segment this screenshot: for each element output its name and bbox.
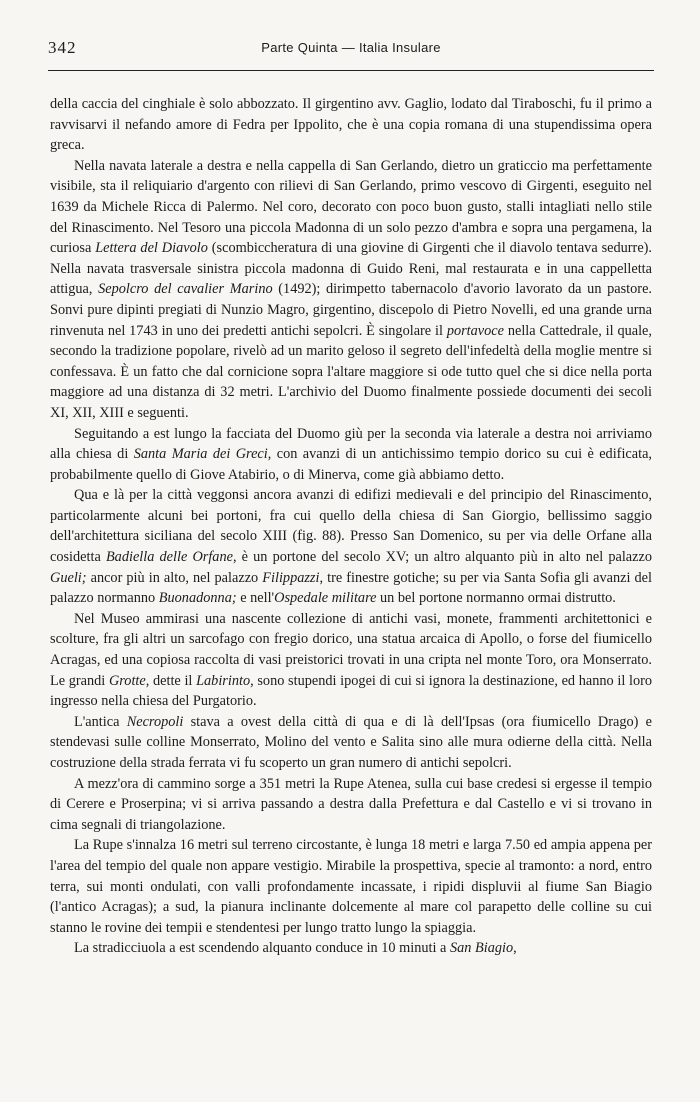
text-run: Qua e là per la città veggonsi ancora avanzi di edifizi medievali e del principio del Rinascimento, particolarmente alcuni bei portoni, fra cui quello della chiesa di San Giorgio, bellissimo saggio dell'architettura siciliana del secolo XIII (fig. 88). Presso San Domenico, su per via delle Orfane alla cosidetta — [50, 487, 652, 566]
italic-run: Gueli; — [50, 569, 87, 586]
running-title: Parte Quinta — Italia Insulare — [261, 40, 441, 55]
italic-run: portavoce — [446, 322, 504, 339]
text-run: Nel Museo ammirasi una nascente collezione di antichi vasi, monete, frammenti architettonici e scolture, fra gli altri un sarcofago con fregio dorico, una statua arcaica di Apollo, o forse del fiumicello Acragas, ed una copiosa raccolta di vasi preistorici trovati in una cripta nel monte Toro, ora Monserrato. Le grandi — [50, 610, 652, 689]
paragraph — [50, 938, 652, 959]
paragraph — [50, 485, 652, 609]
text-run: A mezz'ora di cammino sorge a 351 metri la Rupe Atenea, sulla cui base credesi si ergesse il tempio di Cerere e Proserpina; vi si arriva passando a destra dalla Prefettura e dal Castello e vi si trovano in cima segnali di triangolazione. — [50, 775, 652, 833]
text-run: , sono stupendi ipogei di cui si ignora la destinazione, ed hanno il loro ingresso nella chiesa del Purgatorio. — [50, 672, 652, 710]
italic-run: San Biagio — [449, 940, 514, 957]
paragraph — [50, 94, 652, 156]
page-header — [48, 38, 654, 62]
text-run: stava a ovest della città di qua e di là dell'Ipsas (ora fiumicello Drago) e stendevasi sulle colline Monserrato, Molino del vento e Salita sino alle mura odierne della città. Nella costruzione della strada ferrata vi fu scoperto un gran numero di antichi sepolcri. — [50, 713, 652, 771]
italic-run: Grotte — [108, 672, 146, 689]
body-text — [50, 94, 652, 959]
text-run: , è un portone del secolo XV; un altro alquanto più in alto nel palazzo — [232, 549, 652, 566]
italic-run: Lettera del Diavolo — [95, 240, 208, 257]
paragraph — [50, 774, 652, 836]
text-run: L'antica — [74, 713, 127, 730]
text-run: (1492); dirimpetto tabernacolo d'avorio lavorato da un pastore. Sonvi pure dipinti pregiati di Nunzio Magro, girgentino, discepolo di Pietro Novelli, ed una grande urna rinvenuta nel 1743 in uno dei predetti antichi sepolcri. È singolare il — [50, 281, 652, 339]
text-run: nella Cattedrale, il quale, secondo la tradizione popolare, rivelò ad un marito geloso il segreto dell'infedeltà della moglie mentre si confessava. È un fatto che dal cornicione sopra l'altare maggiore si ode tutto quel che si dice nella porta maggiore ad una distanza di 32 metri. L'archivio del Duomo finalmente possiede documenti dei secoli XI, XII, XIII e seguenti. — [50, 322, 652, 421]
text-run: Seguitando a est lungo la facciata del Duomo giù per la seconda via laterale a destra noi arriviamo alla chiesa di — [50, 425, 652, 463]
paragraph — [50, 424, 652, 486]
italic-run: Ospedale militare — [274, 590, 377, 607]
italic-run: Buonadonna; — [158, 590, 237, 607]
italic-run: Sepolcro del cavalier Marino — [98, 281, 273, 298]
italic-run: Filippazzi — [262, 569, 320, 586]
text-run: La Rupe s'innalza 16 metri sul terreno circostante, è lunga 18 metri e larga 7.50 ed ampia appena per l'area del tempio del quale non appare vestigio. Mirabile la prospettiva, specie al tramonto: a nord, entro terra, sui monti ondulati, con valli profondamente incassate, i ripidi displuvii al fiume San Biagio (l'antico Acragas); a sud, la pianura inclinante dolcemente al mare col parapetto delle colline su cui stanno le rovine dei tempii e stendentesi per lungo tratto lungo la spiaggia. — [50, 837, 652, 936]
text-run: e nell' — [236, 590, 275, 607]
text-run: della caccia del cinghiale è solo abbozzato. Il girgentino avv. Gaglio, lodato dal Tiraboschi, fu il primo a ravvisarvi il nefando amore di Fedra per Ippolito, che è una copia romana di una stupendissima opera greca. — [50, 96, 652, 154]
text-run: , — [513, 940, 517, 957]
page-number: 342 — [48, 38, 77, 57]
italic-run: Labirinto — [196, 672, 251, 689]
text-run: , tre finestre gotiche; su per via Santa Sofia gli avanzi del palazzo normanno — [50, 569, 652, 607]
paragraph — [50, 712, 652, 774]
text-run: , dette il — [145, 672, 197, 689]
italic-run: Badiella delle Orfane — [105, 549, 233, 566]
text-run: , con avanzi di un antichissimo tempio dorico su cui è edificata, probabilmente quello di Giove Atabirio, o di Minerva, come già abbiamo detto. — [50, 446, 652, 483]
paragraph — [50, 156, 652, 424]
header-rule — [48, 70, 654, 71]
paragraph — [50, 609, 652, 712]
italic-run: Santa Maria dei Greci — [133, 446, 268, 463]
text-run: Nella navata laterale a destra e nella cappella di San Gerlando, dietro un graticcio ma perfettamente visibile, sta il reliquiario d'argento con rilievi di San Gerlando, primo vescovo di Girgenti, eseguito nel 1639 da Michele Ricca di Palermo. Nel coro, decorato con poco buon gusto, stalli intagliati nello stile del Rinascimento. Nel Tesoro una piccola Madonna di un solo pezzo d'ambra e sopra una pergamena, la curiosa — [50, 157, 652, 257]
text-run: (scombiccheratura di una giovine di Girgenti che il diavolo tentava sedurre). Nella navata trasversale sinistra piccola madonna di Guido Reni, mal restaurata e in una cappelletta attigua, — [50, 240, 652, 298]
italic-run: Necropoli — [126, 713, 184, 730]
text-run: ancor più in alto, nel palazzo — [86, 569, 263, 586]
text-run: un bel portone normanno ormai distrutto. — [376, 590, 616, 607]
paragraph — [50, 835, 652, 938]
text-run: La stradicciuola a est scendendo alquanto conduce in 10 minuti a — [74, 940, 450, 957]
